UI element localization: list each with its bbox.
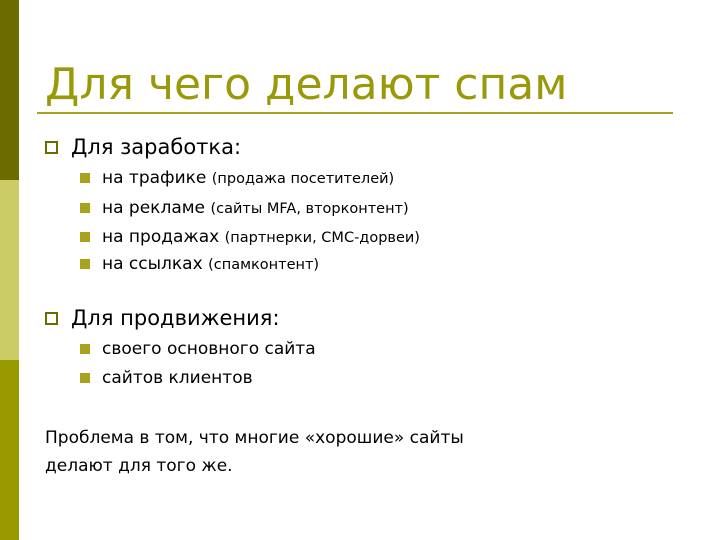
square-bullet-icon: [80, 259, 90, 269]
item-note: (сайты MFA, вторконтент): [210, 201, 409, 217]
item-text: на ссылках: [102, 254, 209, 274]
item-note: (партнерки, СМС-дорвеи): [224, 230, 420, 246]
square-bullet-icon: [80, 173, 90, 183]
item-note: (продажа посетителей): [211, 171, 395, 187]
item-text: своего основного сайта: [102, 339, 316, 359]
title-underline: [37, 112, 673, 114]
paragraph-line-2: делают для того же.: [45, 456, 233, 476]
item-text: сайтов клиентов: [102, 368, 253, 388]
item-text: на трафике: [102, 168, 212, 188]
hollow-square-bullet-icon: [45, 141, 58, 154]
hollow-square-bullet-icon: [45, 312, 58, 325]
square-bullet-icon: [80, 232, 90, 242]
section-heading: Для продвижения:: [71, 306, 280, 330]
sidebar-block-bottom: [0, 360, 19, 540]
square-bullet-icon: [80, 373, 90, 383]
square-bullet-icon: [80, 203, 90, 213]
sidebar-block-top: [0, 0, 19, 180]
item-text: на рекламе: [102, 198, 211, 218]
paragraph-line-1: Проблема в том, что многие «хорошие» сайты: [45, 428, 464, 448]
item-text: на продажах: [102, 227, 225, 247]
item-note: (спамконтент): [208, 257, 320, 273]
slide-title: Для чего делают спам: [45, 59, 568, 110]
sidebar-block-middle: [0, 180, 19, 360]
section-heading: Для заработка:: [71, 135, 242, 159]
square-bullet-icon: [80, 344, 90, 354]
